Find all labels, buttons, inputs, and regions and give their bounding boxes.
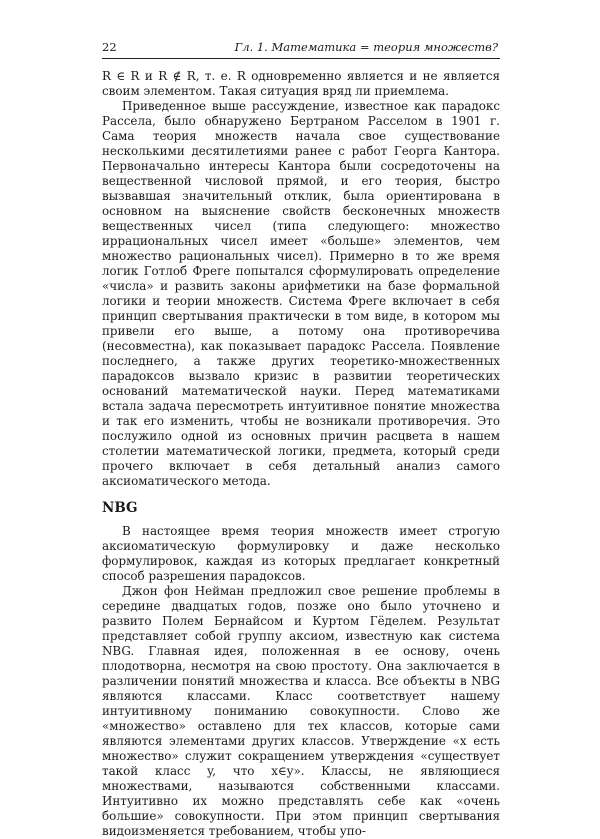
body-text bbox=[102, 69, 500, 839]
paragraph-nbg-von-neumann: Джон фон Нейман предложил свое решение проблемы в середине двадцатых годов, позже оно было уточнено и развито Полем Бернайсом и Куртом Гёделем. Результат представляет собой группу аксиом, известную как система NBG. Главная идея, положенная в ее основу, очень плодотворна, несмотря на свою простоту. Она заключается в различении понятий множества и класса. Все объекты в NBG являются классами. Класс соответствует нашему интуитивному пониманию совокупности. Слово же «множество» оставлено для тех классов, которые сами являются элементами других классов. Утверждение «x есть множество» служит сокращением утверждения «существует такой класс y, что x∈y». Классы, не являющиеся множествами, называются собственными классами. Интуитивно их можно представлять себе как «очень большие» совокупности. При этом принцип свертывания видоизменяется требованием, чтобы упо- bbox=[102, 584, 500, 838]
paragraph-nbg-intro: В настоящее время теория множеств имеет строгую аксиоматическую формулировку и даже несколько формулировок, каждая из которых предлагает конкретный способ разрешения парадоксов. bbox=[102, 524, 500, 583]
chapter-title: Гл. 1. Математика = теория множеств? bbox=[234, 40, 498, 54]
paragraph-russell-history: Приведенное выше рассуждение, известное как парадокс Рассела, было обнаружено Бертраном Расселом в 1901 г. Сама теория множеств начала свое существование несколькими десятилетиями ранее с работ Георга Кантора. Первоначально интересы Кантора были сосредоточены на вещественной числовой прямой, и его теория, быстро вызвавшая значительный отклик, была ориентирована в основном на выяснение свойств бесконечных множеств вещественных чисел (типа следующего: множество иррациональных чисел имеет «больше» элементов, чем множество рациональных чисел). Примерно в то же время логик Готлоб Фреге попытался сформулировать определение «числа» и развить законы арифметики на базе формальной логики и теории множеств. Система Фреге включает в себя принцип свертывания практически в том виде, в котором мы привели его выше, а потому она противоречива (несовместна), как показывает парадокс Рассела. Появление последнего, а также других теоретико-множественных парадоксов вызвало кризис в развитии теоретических оснований математической науки. Перед математиками встала задача пересмотреть интуитивное понятие множества и так его изменить, чтобы не возникали противоречия. Это послужило одной из основных причин расцвета в нашем столетии математической логики, предмета, который среди прочего включает в себя детальный анализ самого аксиоматического метода. bbox=[102, 99, 500, 488]
section-heading-nbg: NBG bbox=[102, 500, 138, 516]
page-number: 22 bbox=[102, 40, 117, 54]
running-head bbox=[102, 40, 500, 59]
book-page bbox=[102, 40, 500, 839]
paragraph-russell-conclusion: R ∈ R и R ∉ R, т. е. R одновременно является и не является своим элементом. Такая ситуация вряд ли приемлема. bbox=[102, 69, 500, 98]
